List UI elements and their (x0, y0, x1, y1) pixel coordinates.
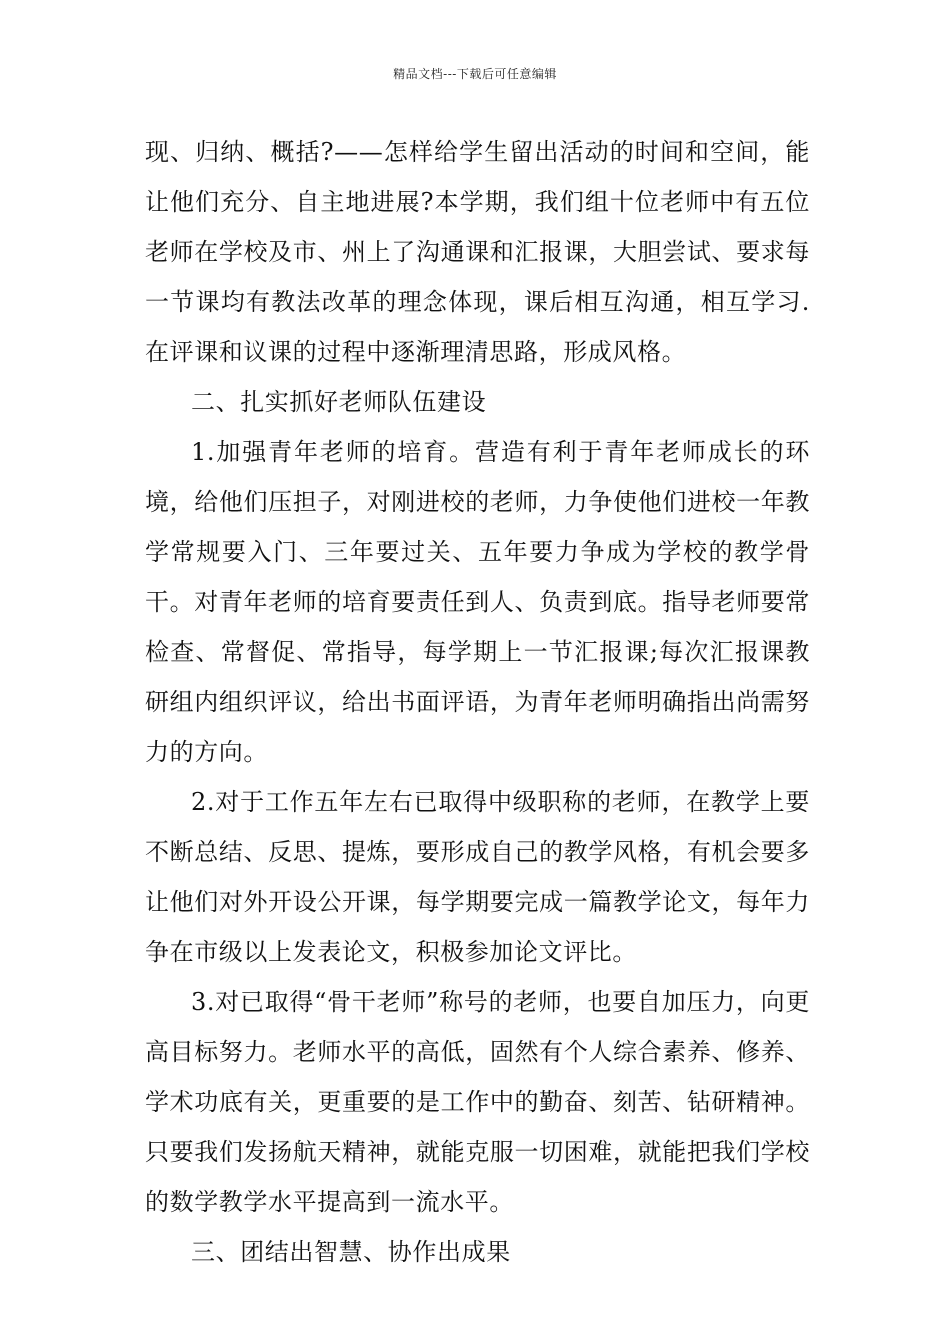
section-heading-2: 二、扎实抓好老师队伍建设 (191, 388, 487, 416)
section-heading-3: 三、团结出智慧、协作出成果 (191, 1238, 511, 1266)
document-body (145, 127, 810, 1277)
paragraph-item-3: 3.对已取得“骨干老师”称号的老师，也要自加压力，向更高目标努力。老师水平的高低，固然有个人综合素养、修养、学术功底有关，更重要的是工作中的勤奋、刻苦、钻研精神。只要我们发扬航天精神，就能克服一切困难，就能把我们学校的数学教学水平提高到一流水平。 (145, 988, 810, 1216)
paragraph-item-1: 1.加强青年老师的培育。营造有利于青年老师成长的环境，给他们压担子，对刚进校的老师，力争使他们进校一年教学常规要入门、三年要过关、五年要力争成为学校的教学骨干。对青年老师的培育要责任到人、负责到底。指导老师要常检查、常督促、常指导，每学期上一节汇报课;每次汇报课教研组内组织评议，给出书面评语，为青年老师明确指出尚需努力的方向。 (145, 438, 810, 766)
page-header: 精品文档---下载后可任意编辑 (393, 67, 557, 81)
paragraph-item-2: 2.对于工作五年左右已取得中级职称的老师，在教学上要不断总结、反思、提炼，要形成自己的教学风格，有机会要多让他们对外开设公开课，每学期要完成一篇教学论文，每年力争在市级以上发表论文，积极参加论文评比。 (145, 788, 810, 966)
paragraph-continuation: 现、归纳、概括?——怎样给学生留出活动的时间和空间，能让他们充分、自主地进展?本学期，我们组十位老师中有五位老师在学校及市、州上了沟通课和汇报课，大胆尝试、要求每一节课均有教法改革的理念体现，课后相互沟通，相互学习.在评课和议课的过程中逐渐理清思路，形成风格。 (145, 138, 810, 366)
